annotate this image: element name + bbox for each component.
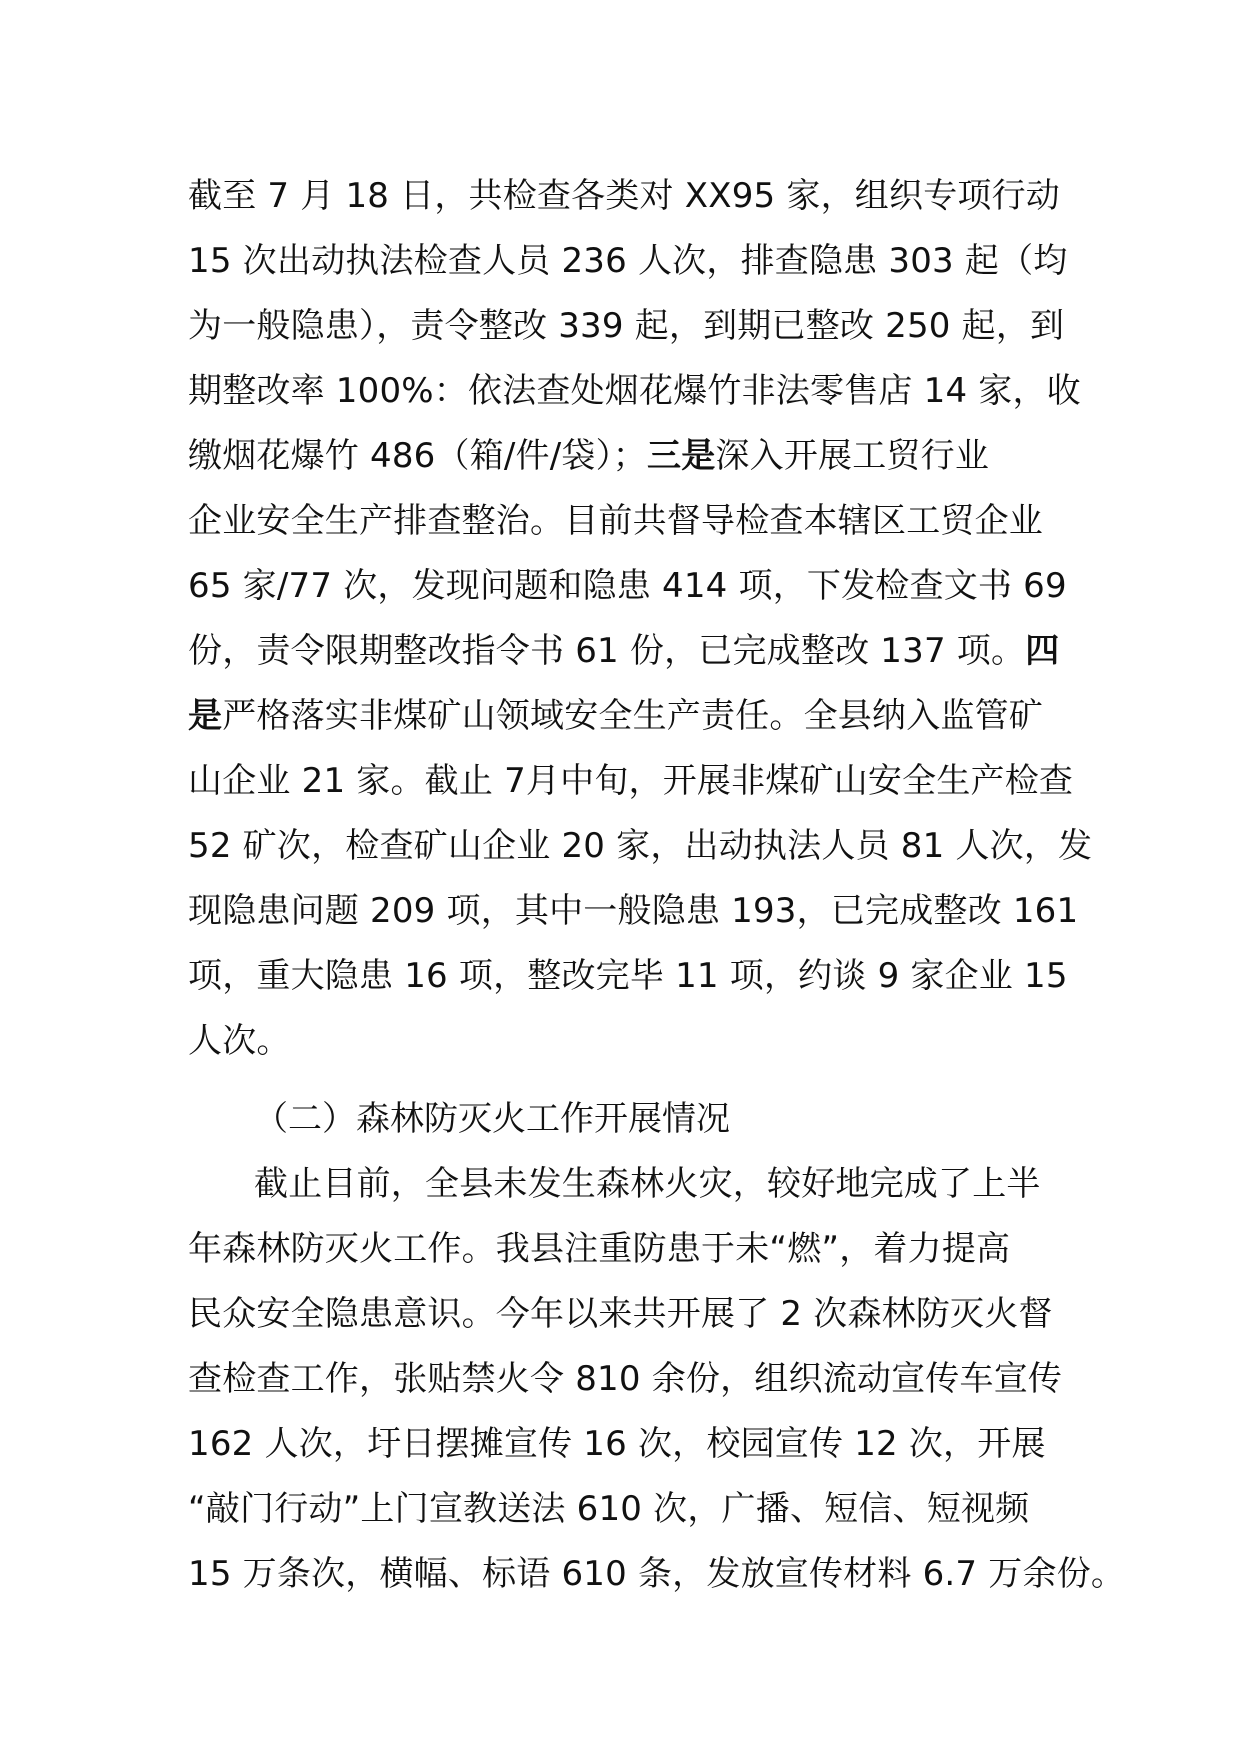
bold-marker: 三是 <box>647 436 716 476</box>
text-line: 人次。 <box>188 1021 291 1061</box>
text-line: 是严格落实非煤矿山领域安全生产责任。全县纳入监管矿 <box>188 696 1044 736</box>
text-line: 年森林防灭火工作。我县注重防患于未“燃”，着力提高 <box>188 1229 1011 1269</box>
text-line: 查检查工作，张贴禁火令 810 余份，组织流动宣传车宣传 <box>188 1359 1063 1399</box>
text-line: 15 万条次，横幅、标语 610 条，发放宣传材料 6.7 万余份。 <box>188 1554 1126 1594</box>
paragraph-safety-inspection <box>188 164 1093 1074</box>
text-line: 期整改率 100%：依法查处烟花爆竹非法零售店 14 家，收 <box>188 371 1081 411</box>
text-line: 山企业 21 家。截止 7月中旬，开展非煤矿山安全生产检查 <box>188 761 1074 801</box>
text-line: 52 矿次，检查矿山企业 20 家，出动执法人员 81 人次，发 <box>188 826 1093 866</box>
bold-marker: 是 <box>188 696 223 736</box>
text-line: 现隐患问题 209 项，其中一般隐患 193，已完成整改 161 <box>188 891 1079 931</box>
text-line: 15 次出动执法检查人员 236 人次，排查隐患 303 起（均 <box>188 241 1068 281</box>
paragraph-forest-fire <box>188 1152 1126 1607</box>
text-line: 162 人次，圩日摆摊宣传 16 次，校园宣传 12 次，开展 <box>188 1424 1046 1464</box>
text-line: 为一般隐患），责令整改 339 起，到期已整改 250 起，到 <box>188 306 1065 346</box>
bold-marker: 四 <box>1025 631 1060 671</box>
text-line: 截至 7 月 18 日，共检查各类对 XX95 家，组织专项行动 <box>188 176 1060 216</box>
section-heading-forest-fire: （二）森林防灭火工作开展情况 <box>254 1099 730 1139</box>
text-line: 65 家/77 次，发现问题和隐患 414 项，下发检查文书 69 <box>188 566 1067 606</box>
text-line: 缴烟花爆竹 486（箱/件/袋）；三是深入开展工贸行业 <box>188 436 990 476</box>
text-line: 民众安全隐患意识。今年以来共开展了 2 次森林防灭火督 <box>188 1294 1053 1334</box>
text-line: 份，责令限期整改指令书 61 份，已完成整改 137 项。四 <box>188 631 1060 671</box>
text-line: 截止目前，全县未发生森林火灾，较好地完成了上半 <box>254 1164 1041 1204</box>
text-line: 企业安全生产排查整治。目前共督导检查本辖区工贸企业 <box>188 501 1043 541</box>
text-line: “敲门行动”上门宣教送法 610 次，广播、短信、短视频 <box>188 1489 1030 1529</box>
text-line: 项，重大隐患 16 项，整改完毕 11 项，约谈 9 家企业 15 <box>188 956 1068 996</box>
